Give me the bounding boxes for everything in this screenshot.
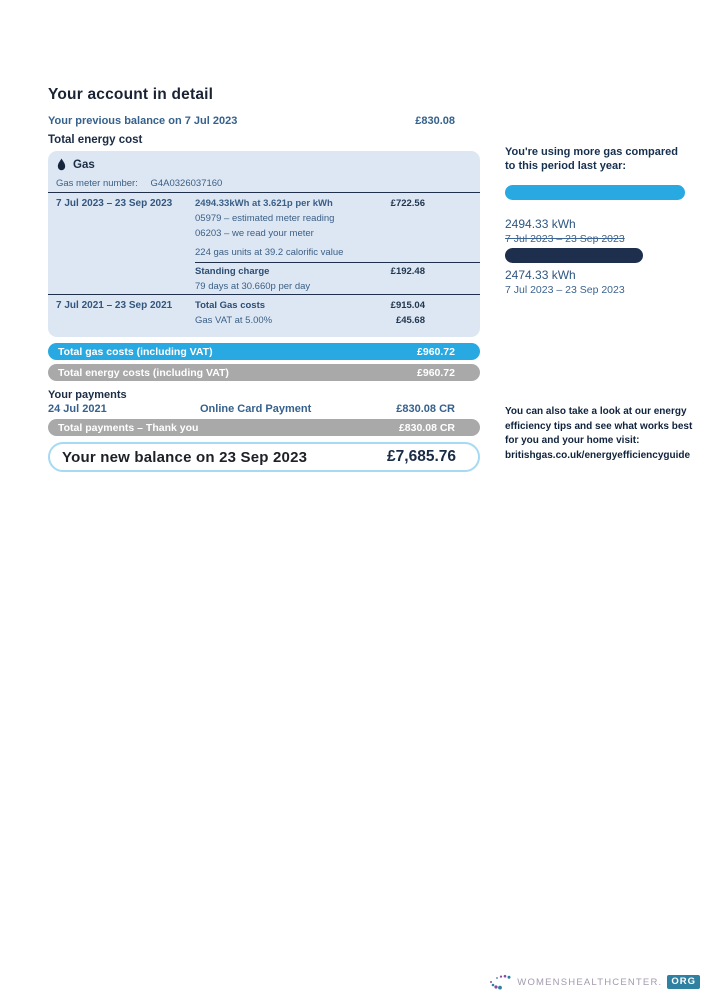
gas-vat-amount: £45.68 [395, 315, 425, 326]
billing-period-current: 7 Jul 2023 – 23 Sep 2023 [56, 198, 173, 209]
efficiency-tip-text: You can also take a look at our energy efficiency tips and see what works best for you and your home visit: [505, 406, 693, 446]
total-gas-costs-amount: £915.04 [390, 300, 425, 311]
gas-section-label: Gas [73, 158, 95, 171]
gas-usage-row [48, 193, 480, 294]
previous-balance-label: Your previous balance on 7 Jul 2023 [48, 115, 238, 127]
previous-usage-kwh: 2474.33 kWh [505, 267, 576, 282]
actual-reading-line [195, 226, 480, 241]
usage-line [195, 196, 480, 211]
gas-meter-number-line [56, 178, 472, 189]
previous-usage-period: 7 Jul 2023 – 23 Sep 2023 [505, 283, 625, 296]
payment-row [48, 403, 480, 415]
payment-amount: £830.08 CR [396, 403, 455, 415]
payment-method: Online Card Payment [200, 403, 312, 415]
efficiency-guide-link[interactable]: britishgas.co.uk/energyefficiencyguide [505, 449, 691, 461]
total-energy-costs-bar-label: Total energy costs (including VAT) [58, 366, 229, 379]
standing-charge-detail-line [195, 279, 480, 294]
standing-charge-label: Standing charge [195, 266, 270, 277]
gas-section-header [56, 158, 472, 171]
brand-org-badge: ORG [667, 975, 700, 989]
total-energy-costs-bar-amount: £960.72 [417, 366, 455, 379]
total-gas-costs-bar [48, 343, 480, 360]
standing-charge-line [195, 264, 480, 279]
total-energy-cost-heading: Total energy cost [48, 134, 143, 146]
gas-units-text: 224 gas units at 39.2 calorific value [195, 247, 344, 258]
payments-heading: Your payments [48, 389, 127, 401]
gas-totals-details [195, 295, 480, 328]
current-usage-bar [505, 185, 685, 200]
new-balance-box [48, 442, 480, 472]
current-usage-kwh: 2494.33 kWh [505, 216, 576, 231]
gas-flame-icon [56, 158, 67, 171]
actual-reading-text: 06203 – we read your meter [195, 228, 314, 239]
total-payments-bar-label: Total payments – Thank you [58, 421, 199, 434]
gas-totals-row [48, 295, 480, 328]
total-gas-costs-bar-label: Total gas costs (including VAT) [58, 345, 213, 358]
previous-balance-amount: £830.08 [415, 115, 455, 127]
new-balance-label: Your new balance on 23 Sep 2023 [62, 448, 308, 466]
usage-comparison-sidebar [505, 146, 700, 461]
total-payments-bar-amount: £830.08 CR [398, 421, 455, 434]
usage-description: 2494.33kWh at 3.621p per kWh [195, 198, 333, 209]
page-title: Your account in detail [48, 86, 214, 103]
previous-usage-bar [505, 248, 643, 263]
estimated-reading-line [195, 211, 480, 226]
standing-charge-amount: £192.48 [390, 266, 425, 277]
gas-charges-panel [48, 151, 480, 337]
new-balance-amount: £7,685.76 [387, 448, 456, 465]
brand-name: WOMENSHEALTHCENTER. [517, 976, 663, 988]
total-gas-costs-line [195, 298, 480, 313]
bill-main-column [48, 86, 480, 472]
usage-amount: £722.56 [390, 198, 425, 209]
total-payments-bar [48, 419, 480, 436]
gas-meter-number-label: Gas meter number: [56, 178, 138, 189]
payment-date: 24 Jul 2021 [48, 403, 107, 415]
current-usage-period: 7 Jul 2023 – 23 Sep 2023 [505, 232, 625, 245]
watermark-footer [488, 974, 700, 990]
gas-usage-details [195, 193, 480, 294]
billing-period-previous: 7 Jul 2021 – 23 Sep 2021 [56, 300, 173, 311]
estimated-reading-text: 05979 – estimated meter reading [195, 213, 335, 224]
gas-meter-number-value: G4A0326037160 [150, 178, 223, 189]
gas-units-line [195, 245, 480, 260]
gas-vat-label: Gas VAT at 5.00% [195, 315, 273, 326]
standing-charge-detail: 79 days at 30.660p per day [195, 281, 311, 292]
efficiency-tip-block [505, 405, 697, 463]
total-energy-costs-bar [48, 364, 480, 381]
total-gas-costs-bar-amount: £960.72 [417, 345, 455, 358]
gas-vat-line [195, 313, 480, 328]
usage-comparison-heading: You're using more gas compared to this period last year: [505, 146, 678, 172]
previous-balance-row [48, 115, 480, 127]
total-gas-costs-label: Total Gas costs [195, 300, 266, 311]
brand-swirl-icon [488, 974, 512, 990]
